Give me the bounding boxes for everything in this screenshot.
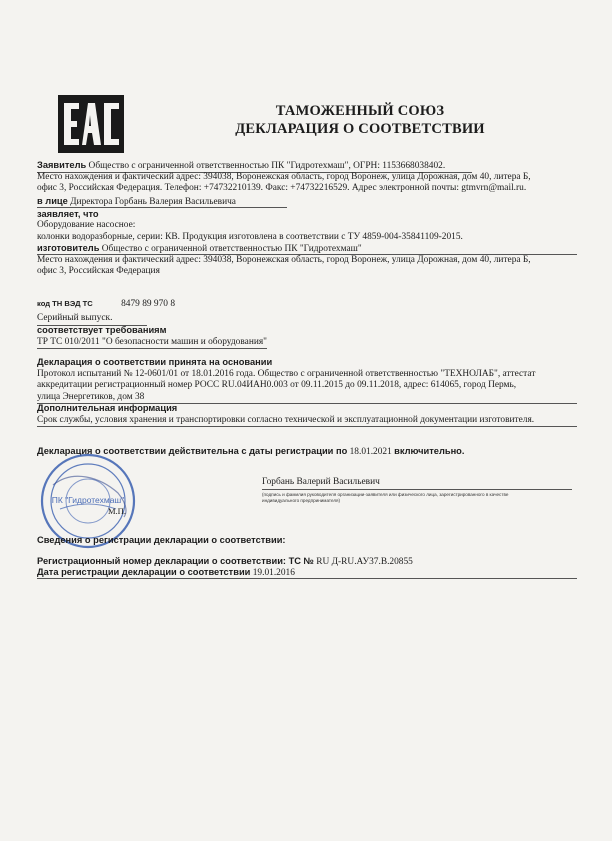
registration-title: Сведения о регистрации декларации о соответствии:: [37, 535, 286, 545]
registration-number-value: RU Д-RU.АУ37.В.20855: [316, 557, 413, 567]
manufacturer-row: [37, 243, 362, 254]
signature-caption-1: (подпись и фамилия руководителя организации-заявителя или физического лица, зарегистрированного в качестве: [262, 492, 509, 497]
code-value: 8479 89 970 8: [121, 299, 175, 309]
product-line-1: Оборудование насосное:: [37, 220, 136, 230]
basis-line-1: Протокол испытаний № 12-0601/01 от 18.01.2016 года. Общество с ограниченной ответственностью "ТЕХНОЛАБ", аттестат: [37, 369, 536, 379]
registration-number-row: [37, 556, 413, 567]
serial-release: Серийный выпуск.: [37, 313, 113, 323]
declaration-title: ДЕКЛАРАЦИЯ О СООТВЕТСТВИИ: [235, 121, 485, 137]
registration-date-row: [37, 567, 295, 578]
divider: [37, 578, 577, 579]
basis-line-2: аккредитации регистрационный номер РОСС RU.04ИАН0.003 от 09.11.2015 до 09.11.2018, адрес: 614065, город Пермь,: [37, 380, 517, 390]
divider: [37, 426, 577, 427]
eac-logo-icon: [58, 95, 124, 153]
signature-line: [262, 489, 572, 490]
applicant-person-row: [37, 196, 236, 207]
declares-label: заявляет, что: [37, 209, 99, 219]
registration-date-value: 19.01.2016: [252, 568, 295, 578]
stamp-place: М.П.: [108, 506, 126, 516]
code-label: код ТН ВЭД ТС: [37, 299, 93, 308]
validity-suffix: включительно.: [394, 446, 465, 456]
basis-label: Декларация о соответствии принята на основании: [37, 357, 273, 367]
applicant-row: [37, 160, 445, 171]
applicant-value: Общество с ограниченной ответственностью ПК "Гидротехмаш", ОГРН: 1153668038402.: [88, 161, 446, 171]
signatory-name: Горбань Валерий Васильевич: [262, 477, 380, 487]
manufacturer-label: изготовитель: [37, 243, 100, 253]
registration-date-label: Дата регистрации декларации о соответствии: [37, 567, 251, 577]
seal-text: ПК "Гидротехмаш": [51, 495, 125, 505]
product-line-2: колонки водоразборные, серии: КВ. Продукция изготовлена в соответствии с ТУ 4859-004-35841109-2015.: [37, 232, 463, 242]
person-label: в лице: [37, 196, 68, 206]
additional-value: Срок службы, условия хранения и транспортировки согласно технической и эксплуатационной документации изготовителя.: [37, 415, 535, 425]
additional-label: Дополнительная информация: [37, 403, 178, 413]
signature-caption-2: индивидуального предпринимателя): [262, 498, 341, 503]
applicant-address-2: офис 3, Российская Федерация. Телефон: +74732210139. Факс: +74732216529. Адрес электронной почты: gtmvrn@mail.ru.: [37, 183, 527, 193]
code-row: [37, 299, 175, 309]
conforms-value: ТР ТС 010/2011 "О безопасности машин и оборудования": [37, 337, 268, 347]
validity-date: 18.01.2021: [349, 447, 392, 457]
manufacturer-address-1: Место нахождения и фактический адрес: 394038, Воронежская область, город Воронеж, улица Дорожная, дом 40, литера Б,: [37, 255, 531, 265]
conforms-label: соответствует требованиям: [37, 325, 167, 335]
validity-prefix: Декларация о соответствии действительна с даты регистрации по: [37, 446, 348, 456]
manufacturer-address-2: офис 3, Российская Федерация: [37, 266, 160, 276]
basis-line-3: улица Энергетиков, дом 38: [37, 392, 145, 402]
union-title: ТАМОЖЕННЫЙ СОЮЗ: [275, 103, 445, 119]
person-value: Директора Горбань Валерия Васильевича: [70, 197, 236, 207]
divider: [37, 207, 287, 208]
applicant-label: Заявитель: [37, 160, 87, 170]
manufacturer-value: Общество с ограниченной ответственностью ПК "Гидротехмаш": [101, 244, 362, 254]
registration-number-label: Регистрационный номер декларации о соответствии: ТС №: [37, 556, 314, 566]
applicant-address-1: Место нахождения и фактический адрес: 394038, Воронежская область, город Воронеж, улица Дорожная, дом 40, литера Б,: [37, 172, 531, 182]
divider: [37, 348, 267, 349]
